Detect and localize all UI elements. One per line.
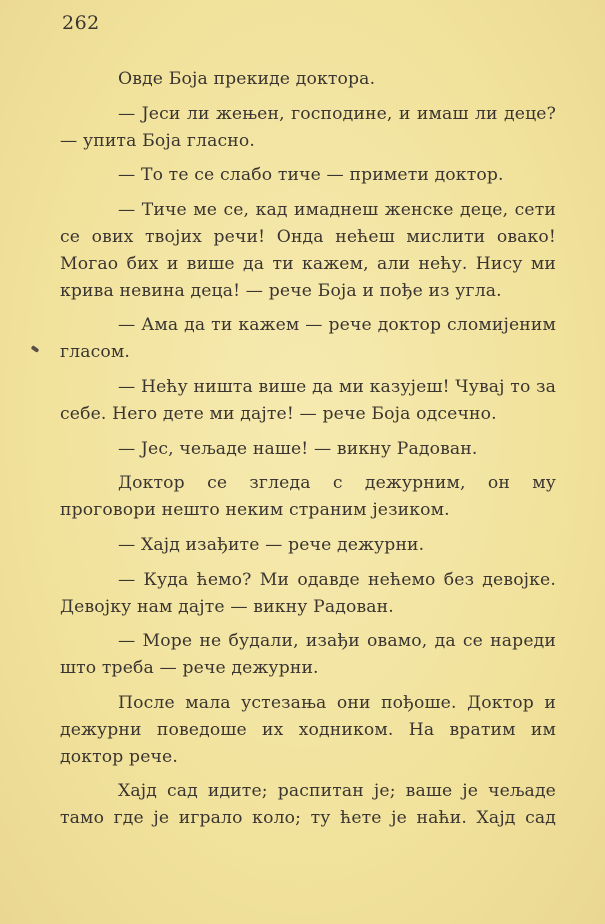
paragraph: — Куда ћемо? Ми одавде нећемо без девојке. Девојку нам дајте — викну Радован.	[60, 569, 556, 617]
paragraph: Доктор се згледа с дежурним, он му проговори нешто неким страним језиком.	[60, 473, 556, 521]
paragraph: — Тиче ме се, кад имаднеш женске деце, сети се ових твојих речи! Онда нећеш мислити овако! Могао бих и више да ти кажем, али нећу. Нису ми крива невина деца! — рече Боја и пође из угла.	[60, 200, 556, 301]
paragraph: Овде Боја прекиде доктора.	[118, 69, 376, 89]
paragraph: — Ама да ти кажем — рече доктор сломијеним гласом.	[60, 315, 556, 363]
paragraph: — Нећу ништа више да ми казујеш! Чувај то за себе. Него дете ми дајте! — рече Боја одсечно.	[60, 376, 556, 424]
paragraph: Хајд сад идите; распитан је; ваше је чељаде тамо где је играло коло; ту ћете је наћи. Хајд сад	[60, 781, 556, 829]
paragraph: — Јеси ли жењен, господине, и имаш ли деце? — упита Боја гласно.	[60, 103, 556, 151]
body-text	[60, 66, 556, 840]
page-number: 262	[62, 12, 100, 34]
paragraph: — То те се слабо тиче — примети доктор.	[118, 165, 504, 186]
paragraph: — Море не будали, изађи овамо, да се нареди што треба — рече дежурни.	[60, 631, 556, 679]
paragraph: — Хајд изађите — рече дежурни.	[118, 534, 425, 555]
paragraph: — Јес, чељаде наше! — викну Радован.	[118, 438, 478, 459]
paragraph: После мала устезања они пођоше. Доктор и дежурни поведоше их ходником. На вратим им доктор рече.	[60, 692, 556, 767]
ink-mark	[31, 345, 40, 353]
